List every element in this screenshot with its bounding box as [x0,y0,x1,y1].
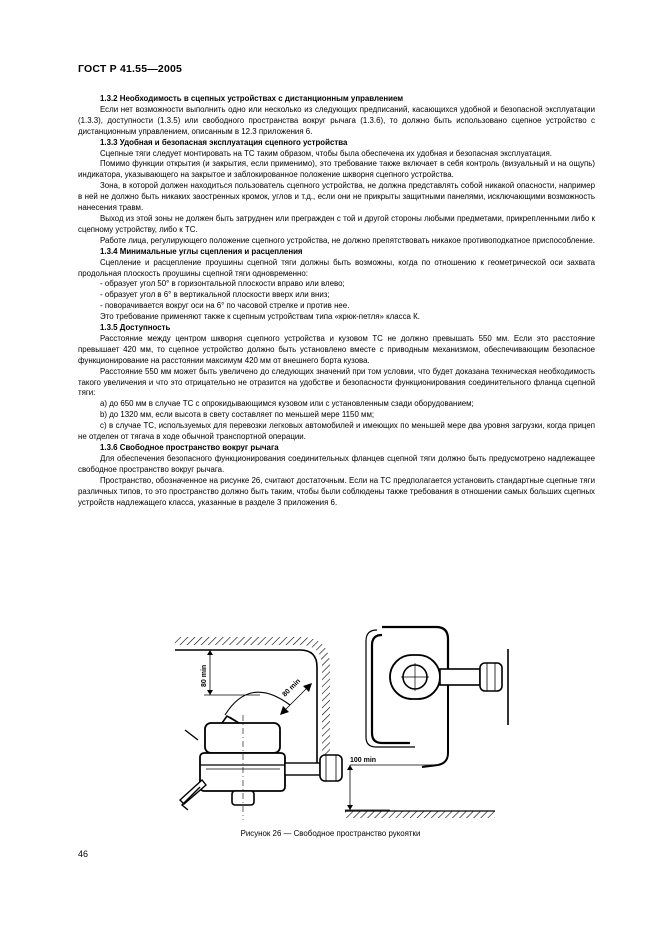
section-heading: 1.3.2 Необходимость в сцепных устройствах с дистанционным управлением [100,94,404,103]
paragraph: Сцепные тяги следует монтировать на ТС таким образом, чтобы была обеспечена их удобная и безопасная эксплуатация. [100,148,552,158]
figure-drawing [170,605,530,825]
list-item: - поворачивается вокруг оси на 6° по часовой стрелке и против нее. [100,301,350,311]
figure-26 [170,605,530,825]
dim-label-100: 100 min [350,757,377,764]
section-heading: 1.3.5 Доступность [100,323,171,333]
paragraph: Выход из этой зоны не должен быть затруднен или прегражден с той и другой стороны любыми предметами, прикрепленными либо к сцепному устройству, либо к ТС. [78,213,595,234]
paragraph: Если нет возможности выполнить одно или несколько из следующих предписаний, касающихся удобной и безопасной эксплуатации (1.3.3), доступности (1.3.5) или свободного пространства вокруг рычага (1.3.6), то должно быть использовано сцепное устройство с дистанционным управлением, описанным в 12.3 приложения 6. [78,104,595,136]
section-heading: 1.3.4 Минимальные углы сцепления и расцепления [100,246,303,256]
paragraph: Это требование применяют также к сцепным устройствам типа «крюк-петля» класса К. [100,312,420,322]
page-number: 46 [78,849,89,859]
paragraph: Зона, в которой должен находиться пользователь сцепного устройства, не должна представлять собой никакой опасности, например в ней не должно быть никаких заостренных кромок, углов и т.д., если они не прикрыты защитными панелями, исключающими возможность нанесения травм. [78,181,595,213]
dim-label-80-vertical: 80 min [201,664,208,687]
page-header: ГОСТ Р 41.55—2005 [78,63,183,75]
document-body [78,94,595,508]
dim-label-80-diagonal: 80 min [281,677,303,699]
ground-hatch [345,811,495,818]
figure-caption: Рисунок 26 — Свободное пространство рукоятки [240,829,421,838]
section-heading: 1.3.3 Удобная и безопасная эксплуатация сцепного устройства [100,137,348,147]
paragraph: Пространство, обозначенное на рисунке 26, считают достаточным. Если на ТС предполагается установить стандартные сцепные тяги различных типов, то это пространство должно быть таким, чтобы были соблюдены также требования в отношении самых больших сцепных устройств надлежащего класса, указанные в разделе 3 приложения 6. [78,475,595,507]
section-heading: 1.3.6 Свободное пространство вокруг рычага [100,443,279,452]
paragraph: Сцепление и расцепление проушины сцепной тяги должны быть возможны, когда по отношению к геометрической оси захвата продольная плоскость проушины сцепной тяги одновременно: [78,257,595,278]
left-view [175,637,342,820]
list-item: - образует угол в 6° в вертикальной плоскости вверх или вниз; [100,290,330,300]
list-item: c) в случае ТС, используемых для перевозки легковых автомобилей и имеющих по меньшей мере два уровня загрузки, когда прицеп не отделен от тягача в ходе обычной транспортной операции. [78,421,595,442]
list-item: a) до 650 мм в случае ТС с опрокидывающимся кузовом или с установленным сзади оборудованием; [100,399,474,409]
right-view [345,627,508,818]
paragraph: Для обеспечения безопасного функционирования соединительных фланцев сцепной тяги должно быть предусмотрено надлежащее свободное пространство вокруг рычага. [78,453,595,474]
list-item: - образует угол 50° в горизонтальной плоскости вправо или влево; [100,279,345,289]
list-item: b) до 1320 мм, если высота в свету составляет по меньшей мере 1150 мм; [100,410,375,420]
paragraph: Расстояние между центром шкворня сцепного устройства и кузовом ТС не должно превышать 550 мм. Если это расстояние превышает 420 мм, то сцепное устройство должно быть установлено вместе с приводным механизмом, обеспечивающим безопасное функционирование на расстоянии максимум 420 мм от внешнего борта кузова. [78,333,595,365]
paragraph: Расстояние 550 мм может быть увеличено до следующих значений при том условии, что будет доказана техническая необходимость такого увеличения и что это отрицательно не отразится на удобстве и безопасности функционирования соединительного фланца сцепной тяги: [78,366,595,398]
paragraph: Работе лица, регулирующего положение сцепного устройства, не должно препятствовать никакое противоподкатное приспособление. [100,235,595,245]
paragraph: Помимо функции открытия (и закрытия, если применимо), это требование также включает в себя контроль (визуальный и на ощупь) индикатора, указывающего на закрытое и заблокированное положение шкворня сцепного устройства. [78,159,595,180]
